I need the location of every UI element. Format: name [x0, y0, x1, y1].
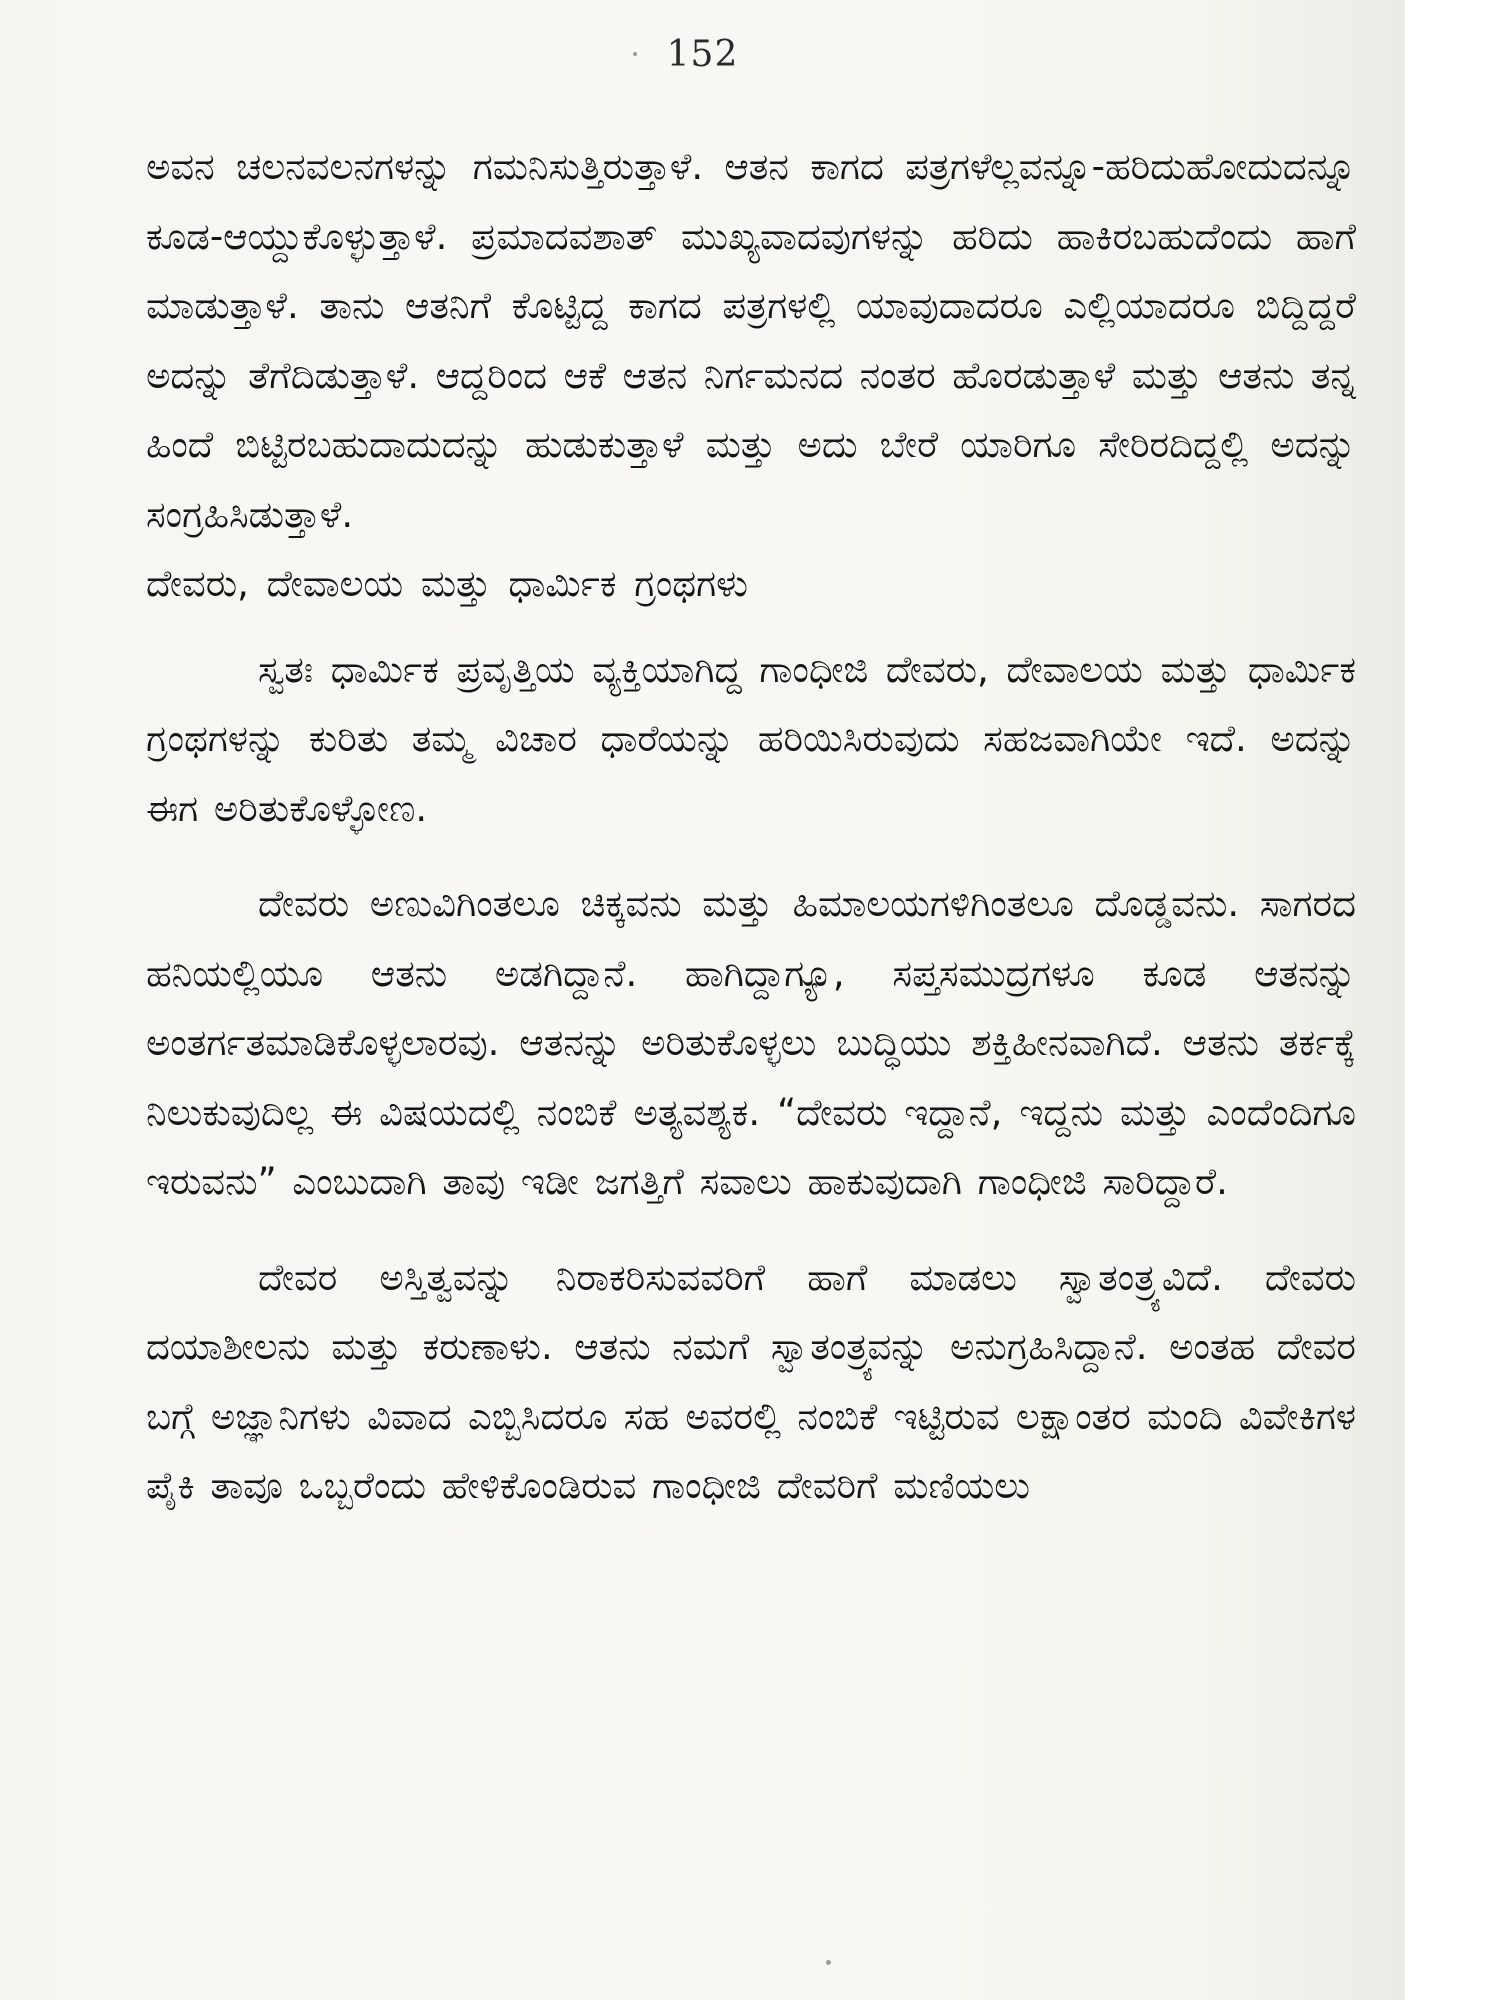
paragraph-continued: ಅವನ ಚಲನವಲನಗಳನ್ನು ಗಮನಿಸುತ್ತಿರುತ್ತಾಳೆ. ಆತನ ಕಾಗದ ಪತ್ರಗಳೆಲ್ಲವನ್ನೂ-ಹರಿದುಹೋದುದನ್ನೂ ಕೂಡ-ಆಯ್ದುಕೊಳ್ಳುತ್ತಾಳೆ. ಪ್ರಮಾದವಶಾತ್ ಮುಖ್ಯವಾದವುಗಳನ್ನು ಹರಿದು ಹಾಕಿರಬಹುದೆಂದು ಹಾಗೆ ಮಾಡುತ್ತಾಳೆ. ತಾನು ಆತನಿಗೆ ಕೊಟ್ಟಿದ್ದ ಕಾಗದ ಪತ್ರಗಳಲ್ಲಿ ಯಾವುದಾದರೂ ಎಲ್ಲಿಯಾದರೂ ಬಿದ್ದಿದ್ದರೆ ಅದನ್ನು ತೆಗೆದಿಡುತ್ತಾಳೆ. ಆದ್ದರಿಂದ ಆಕೆ ಆತನ ನಿರ್ಗಮನದ ನಂತರ ಹೊರಡುತ್ತಾಳೆ ಮತ್ತು ಆತನು ತನ್ನ ಹಿಂದೆ ಬಿಟ್ಟಿರಬಹುದಾದುದನ್ನು ಹುಡುಕುತ್ತಾಳೆ ಮತ್ತು ಅದು ಬೇರೆ ಯಾರಿಗೂ ಸೇರಿರದಿದ್ದಲ್ಲಿ ಅದನ್ನು ಸಂಗ್ರಹಿಸಿಡುತ್ತಾಳೆ.: [146, 145, 1356, 536]
scan-margin: [1405, 0, 1500, 2000]
ink-speck: [633, 52, 637, 56]
paragraph: ದೇವರು ಅಣುವಿಗಿಂತಲೂ ಚಿಕ್ಕವನು ಮತ್ತು ಹಿಮಾಲಯಗಳಿಗಿಂತಲೂ ದೊಡ್ಡವನು. ಸಾಗರದ ಹನಿಯಲ್ಲಿಯೂ ಆತನು ಅಡಗಿದ್ದಾನೆ. ಹಾಗಿದ್ದಾಗ್ಯೂ, ಸಪ್ತಸಮುದ್ರಗಳೂ ಕೂಡ ಆತನನ್ನು ಅಂತರ್ಗತಮಾಡಿಕೊಳ್ಳಲಾರವು. ಆತನನ್ನು ಅರಿತುಕೊಳ್ಳಲು ಬುದ್ಧಿಯು ಶಕ್ತಿಹೀನವಾಗಿದೆ. ಆತನು ತರ್ಕಕ್ಕೆ ನಿಲುಕುವುದಿಲ್ಲ ಈ ವಿಷಯದಲ್ಲಿ ನಂಬಿಕೆ ಅತ್ಯವಶ್ಯಕ. “ದೇವರು ಇದ್ದಾನೆ, ಇದ್ದನು ಮತ್ತು ಎಂದೆಂದಿಗೂ ಇರುವನು” ಎಂಬುದಾಗಿ ತಾವು ಇಡೀ ಜಗತ್ತಿಗೆ ಸವಾಲು ಹಾಕುವುದಾಗಿ ಗಾಂಧೀಜಿ ಸಾರಿದ್ದಾರೆ.: [146, 882, 1356, 1203]
paragraph: ದೇವರ ಅಸ್ತಿತ್ವವನ್ನು ನಿರಾಕರಿಸುವವರಿಗೆ ಹಾಗೆ ಮಾಡಲು ಸ್ವಾತಂತ್ರ್ಯವಿದೆ. ದೇವರು ದಯಾಶೀಲನು ಮತ್ತು ಕರುಣಾಳು. ಆತನು ನಮಗೆ ಸ್ವಾತಂತ್ರ್ಯವನ್ನು ಅನುಗ್ರಹಿಸಿದ್ದಾನೆ. ಅಂತಹ ದೇವರ ಬಗ್ಗೆ ಅಜ್ಞಾನಿಗಳು ವಿವಾದ ಎಬ್ಬಿಸಿದರೂ ಸಹ ಅವರಲ್ಲಿ ನಂಬಿಕೆ ಇಟ್ಟಿರುವ ಲಕ್ಷಾಂತರ ಮಂದಿ ವಿವೇಕಿಗಳ ಪೈಕಿ ತಾವೂ ಒಬ್ಬರೆಂದು ಹೇಳಿಕೊಂಡಿರುವ ಗಾಂಧೀಜಿ ದೇವರಿಗೆ ಮಣಿಯಲು: [146, 1255, 1356, 1507]
paragraph: ಸ್ವತಃ ಧಾರ್ಮಿಕ ಪ್ರವೃತ್ತಿಯ ವ್ಯಕ್ತಿಯಾಗಿದ್ದ ಗಾಂಧೀಜಿ ದೇವರು, ದೇವಾಲಯ ಮತ್ತು ಧಾರ್ಮಿಕ ಗ್ರಂಥಗಳನ್ನು ಕುರಿತು ತಮ್ಮ ವಿಚಾರ ಧಾರೆಯನ್ನು ಹರಿಯಿಸಿರುವುದು ಸಹಜವಾಗಿಯೇ ಇದೆ. ಅದನ್ನು ಈಗ ಅರಿತುಕೊಳ್ಳೋಣ.: [146, 647, 1356, 830]
page-number: 152: [666, 34, 739, 75]
ink-speck: [826, 1960, 831, 1965]
page-body: [146, 132, 1356, 1521]
section-heading: ದೇವರು, ದೇವಾಲಯ ಮತ್ತು ಧಾರ್ಮಿಕ ಗ್ರಂಥಗಳು: [146, 562, 748, 605]
